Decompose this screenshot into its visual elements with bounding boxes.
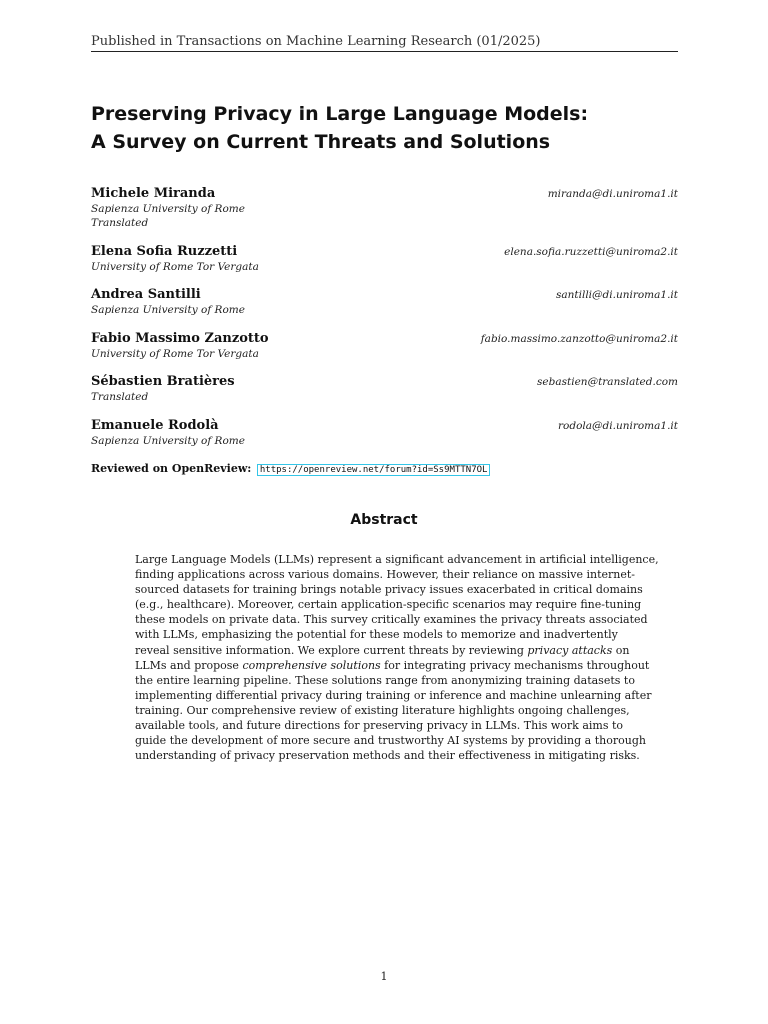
author-email[interactable]: elena.sofia.ruzzetti@uniroma2.it: [504, 246, 678, 258]
author-block: [91, 244, 678, 274]
openreview-line: [91, 462, 490, 475]
emphasis-privacy-attacks: privacy attacks: [527, 643, 613, 657]
author-block: [91, 287, 678, 317]
paper-title: [91, 100, 691, 156]
abstract-line: these models on private data. This survey critically examines the privacy threats associated: [135, 613, 648, 627]
author-email[interactable]: santilli@di.uniroma1.it: [555, 289, 678, 301]
author-email[interactable]: sebastien@translated.com: [537, 376, 678, 388]
header-rule: [91, 51, 678, 52]
author-block: [91, 374, 678, 404]
author-email[interactable]: miranda@di.uniroma1.it: [547, 188, 678, 200]
author-block: [91, 418, 678, 448]
openreview-link[interactable]: https://openreview.net/forum?id=Ss9MTTN7OL: [257, 464, 491, 476]
abstract-line: available tools, and future directions for preserving privacy in LLMs. This work aims to: [135, 719, 624, 733]
paper-title-line-2: A Survey on Current Threats and Solutions: [91, 131, 551, 153]
author-name: Sébastien Bratières: [91, 374, 235, 389]
author-affiliation: Sapienza University of Rome: [91, 304, 245, 316]
author-affiliation: Sapienza University of Rome: [91, 203, 245, 215]
abstract-line: understanding of privacy preservation methods and their effectiveness in mitigating risks.: [135, 749, 640, 763]
abstract-line: guide the development of more secure and trustworthy AI systems by providing a thorough: [135, 734, 646, 748]
abstract-line: (e.g., healthcare). Moreover, certain application-specific scenarios may require fine-tuning: [135, 598, 642, 612]
emphasis-comprehensive-solutions: comprehensive solutions: [242, 658, 381, 672]
author-block: [91, 186, 678, 230]
abstract-line: the entire learning pipeline. These solutions range from anonymizing training datasets to: [135, 673, 635, 687]
author-affiliation: Translated: [91, 391, 149, 403]
abstract-line: training. Our comprehensive review of existing literature highlights ongoing challenges,: [135, 703, 630, 717]
author-affiliation: Translated: [91, 217, 149, 229]
abstract-line: LLMs and propose comprehensive solutions for integrating privacy mechanisms throughout: [135, 658, 650, 672]
author-name: Elena Sofia Ruzzetti: [91, 244, 238, 259]
abstract-line: reveal sensitive information. We explore current threats by reviewing privacy attacks on: [135, 643, 630, 657]
author-affiliation: Sapienza University of Rome: [91, 435, 245, 447]
page-number: 1: [380, 970, 388, 983]
author-name: Emanuele Rodolà: [91, 418, 219, 433]
abstract-line: Large Language Models (LLMs) represent a significant advancement in artificial intelligence,: [135, 553, 659, 566]
author-affiliation: University of Rome Tor Vergata: [91, 348, 259, 360]
abstract-line: with LLMs, emphasizing the potential for these models to memorize and inadvertently: [135, 628, 618, 642]
openreview-label: Reviewed on OpenReview:: [91, 462, 252, 475]
abstract-line: sourced datasets for training brings notable privacy issues exacerbated in critical domains: [135, 583, 643, 597]
author-block: [91, 331, 678, 361]
abstract-line: implementing differential privacy during training or inference and machine unlearning after: [135, 688, 652, 702]
journal-header: Published in Transactions on Machine Learning Research (01/2025): [91, 34, 541, 49]
author-email[interactable]: rodola@di.uniroma1.it: [558, 420, 678, 432]
author-email[interactable]: fabio.massimo.zanzotto@uniroma2.it: [480, 333, 678, 345]
author-name: Fabio Massimo Zanzotto: [91, 331, 269, 346]
author-name: Andrea Santilli: [91, 287, 201, 302]
author-affiliation: University of Rome Tor Vergata: [91, 261, 259, 273]
author-name: Michele Miranda: [91, 186, 216, 201]
abstract-line: finding applications across various domains. However, their reliance on massive internet-: [135, 568, 636, 582]
abstract-body: [135, 552, 659, 763]
paper-title-line-1: Preserving Privacy in Large Language Models:: [91, 103, 589, 125]
abstract-heading: Abstract: [350, 512, 418, 528]
